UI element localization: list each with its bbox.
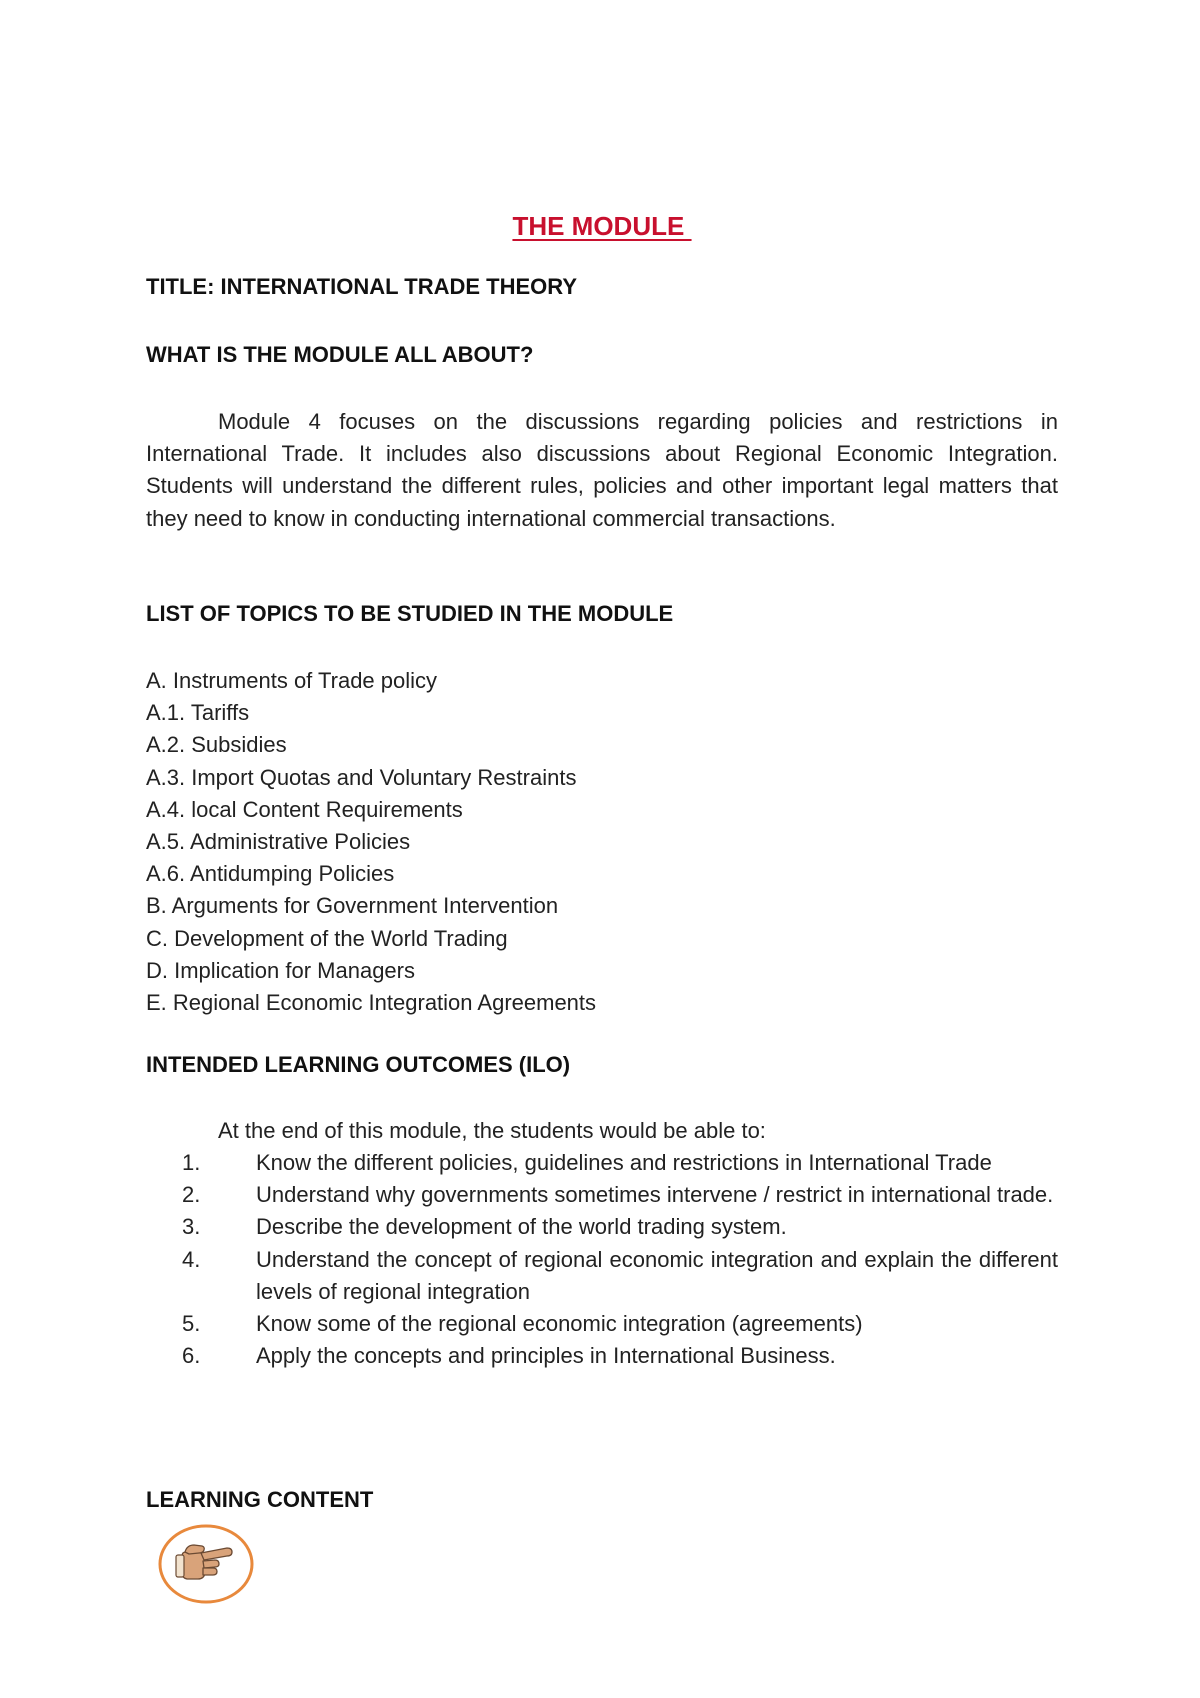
- ilo-item-text: Understand the concept of regional economic integration and explain the different levels of regional integration: [256, 1246, 1058, 1304]
- topic-item: A.4. local Content Requirements: [146, 796, 463, 822]
- topic-item: E. Regional Economic Integration Agreements: [146, 990, 597, 1016]
- module-title-line: TITLE: INTERNATIONAL TRADE THEORY: [146, 274, 578, 299]
- ilo-item-number: 2.: [182, 1182, 201, 1208]
- ilo-item-text: Know some of the regional economic integration (agreements): [256, 1311, 863, 1337]
- topic-item: A.3. Import Quotas and Voluntary Restraints: [146, 764, 577, 790]
- document-page: [146, 0, 1058, 1698]
- topic-item: A.1. Tariffs: [146, 700, 250, 726]
- topics-list: [146, 665, 596, 1019]
- ilo-item: [146, 1340, 1058, 1372]
- ilo-item: [146, 1308, 1058, 1340]
- topic-item: A.6. Antidumping Policies: [146, 861, 395, 887]
- about-heading: WHAT IS THE MODULE ALL ABOUT?: [146, 342, 534, 367]
- ilo-intro: At the end of this module, the students would be able to:: [218, 1118, 766, 1143]
- ilo-item-number: 6.: [182, 1343, 201, 1369]
- ilo-item-text: Apply the concepts and principles in International Business.: [256, 1343, 836, 1369]
- topic-item: B. Arguments for Government Intervention: [146, 893, 559, 919]
- ilo-item-text: Describe the development of the world trading system.: [256, 1214, 787, 1240]
- topic-item: A.5. Administrative Policies: [146, 829, 411, 855]
- module-title: THE MODULE: [512, 211, 692, 241]
- topic-item: C. Development of the World Trading: [146, 925, 508, 951]
- ilo-item: [146, 1179, 1058, 1211]
- ilo-list: [146, 1147, 1058, 1372]
- ilo-item-text: Understand why governments sometimes intervene / restrict in international trade.: [256, 1182, 1054, 1208]
- topics-heading: LIST OF TOPICS TO BE STUDIED IN THE MODULE: [146, 601, 674, 626]
- topic-item: A. Instruments of Trade policy: [146, 668, 438, 693]
- learning-content-heading: LEARNING CONTENT: [146, 1487, 374, 1512]
- ilo-item-number: 5.: [182, 1311, 201, 1337]
- topic-item: D. Implication for Managers: [146, 957, 415, 983]
- about-paragraph: Module 4 focuses on the discussions regarding policies and restrictions in International Trade. It includes also discussions about Regional Economic Integration. Students will understand the different rules, policies and other important legal matters that they need to know in conducting international commercial transactions.: [146, 409, 1058, 531]
- ilo-heading: INTENDED LEARNING OUTCOMES (ILO): [146, 1052, 571, 1077]
- ilo-item-number: 3.: [182, 1214, 201, 1240]
- ilo-item-number: 1.: [182, 1150, 201, 1175]
- ilo-item: [146, 1244, 1058, 1308]
- pointing-hand-icon: [157, 1523, 255, 1605]
- ilo-item: [146, 1147, 1058, 1179]
- ilo-item: [146, 1211, 1058, 1243]
- ilo-item-number: 4.: [182, 1246, 201, 1272]
- ilo-item-text: Know the different policies, guidelines and restrictions in International Trade: [256, 1150, 992, 1175]
- topic-item: A.2. Subsidies: [146, 732, 287, 758]
